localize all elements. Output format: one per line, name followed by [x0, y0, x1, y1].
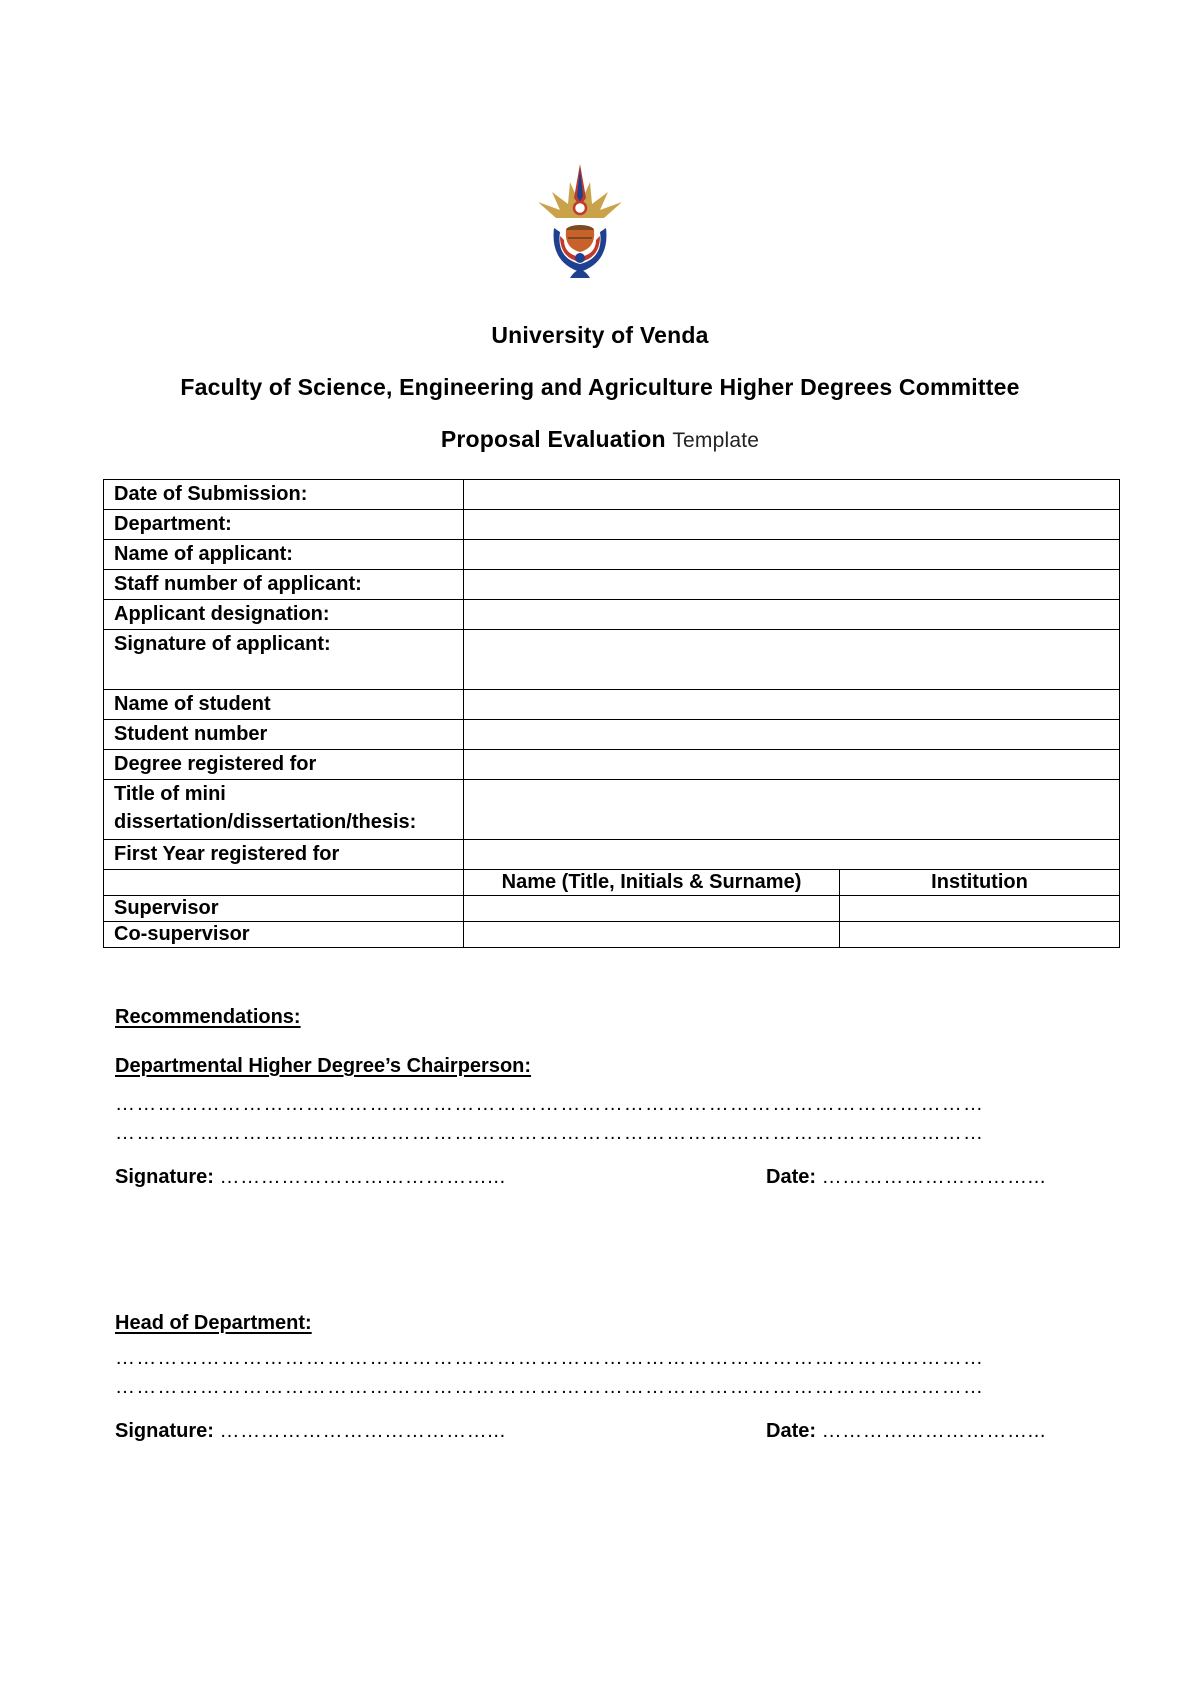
university-name: University of Venda — [491, 322, 709, 348]
co-supervisor-institution-field[interactable] — [840, 922, 1120, 948]
hod-signature — [115, 1420, 506, 1443]
chairperson-signature — [115, 1166, 506, 1189]
field-label: Date of Submission: — [104, 480, 464, 510]
signature-label: Signature: — [115, 1166, 214, 1188]
thesis-title-field[interactable] — [464, 780, 1120, 840]
document-title — [0, 426, 1200, 453]
table-row — [104, 540, 1120, 570]
table-row — [104, 570, 1120, 600]
chairperson-signature-field[interactable]: …………………………………... — [219, 1166, 506, 1188]
table-row — [104, 896, 1120, 922]
field-label: Supervisor — [104, 896, 464, 922]
recommendations-heading: Recommendations: — [115, 1006, 301, 1028]
hod-comment-line-1[interactable]: …………………………………………………………………………………………………………… — [115, 1348, 985, 1368]
signature-label: Signature: — [115, 1420, 214, 1442]
chairperson-date — [766, 1166, 1046, 1189]
student-number-field[interactable] — [464, 720, 1120, 750]
table-row — [104, 480, 1120, 510]
name-column-header: Name (Title, Initials & Surname) — [464, 870, 840, 896]
date-of-submission-field[interactable] — [464, 480, 1120, 510]
supervision-header-row — [104, 870, 1120, 896]
field-label: Degree registered for — [104, 750, 464, 780]
applicant-details-table — [103, 479, 1120, 948]
date-label: Date: — [766, 1420, 817, 1442]
applicant-signature-field[interactable] — [464, 630, 1120, 690]
field-label: Co-supervisor — [104, 922, 464, 948]
document-title-bold: Proposal Evaluation — [440, 426, 666, 452]
field-label: Name of student — [104, 690, 464, 720]
faculty-name: Faculty of Science, Engineering and Agriculture Higher Degrees Committee — [180, 374, 1020, 400]
field-label: Signature of applicant: — [104, 630, 464, 690]
table-row — [104, 780, 1120, 840]
empty-header-cell — [104, 870, 464, 896]
chairperson-comment-line-2[interactable]: …………………………………………………………………………………………………………… — [115, 1123, 985, 1143]
student-name-field[interactable] — [464, 690, 1120, 720]
hod-heading: Head of Department: — [115, 1312, 312, 1334]
date-label: Date: — [766, 1166, 817, 1188]
chairperson-date-field[interactable]: …………………………... — [821, 1166, 1047, 1188]
field-label: Name of applicant: — [104, 540, 464, 570]
supervisor-institution-field[interactable] — [840, 896, 1120, 922]
staff-number-field[interactable] — [464, 570, 1120, 600]
chairperson-comment-line-1[interactable]: …………………………………………………………………………………………………………… — [115, 1094, 985, 1114]
field-label: First Year registered for — [104, 840, 464, 870]
table-row — [104, 600, 1120, 630]
degree-field[interactable] — [464, 750, 1120, 780]
field-label: Department: — [104, 510, 464, 540]
field-label: Staff number of applicant: — [104, 570, 464, 600]
chairperson-heading: Departmental Higher Degree’s Chairperson: — [115, 1055, 532, 1077]
table-row — [104, 922, 1120, 948]
field-label: Applicant designation: — [104, 600, 464, 630]
hod-date — [766, 1420, 1046, 1443]
table-row — [104, 690, 1120, 720]
applicant-name-field[interactable] — [464, 540, 1120, 570]
document-title-template: Template — [672, 429, 760, 452]
table-row — [104, 630, 1120, 690]
supervisor-name-field[interactable] — [464, 896, 840, 922]
table-row — [104, 510, 1120, 540]
first-year-field[interactable] — [464, 840, 1120, 870]
hod-signature-field[interactable]: …………………………………... — [219, 1420, 506, 1442]
table-row — [104, 840, 1120, 870]
department-field[interactable] — [464, 510, 1120, 540]
institution-column-header: Institution — [840, 870, 1120, 896]
field-label: Student number — [104, 720, 464, 750]
hod-date-field[interactable]: …………………………... — [821, 1420, 1047, 1442]
field-label: Title of mini dissertation/dissertation/thesis: — [104, 780, 464, 840]
university-crest-icon — [530, 162, 630, 286]
hod-comment-line-2[interactable]: …………………………………………………………………………………………………………… — [115, 1377, 985, 1397]
co-supervisor-name-field[interactable] — [464, 922, 840, 948]
table-row — [104, 720, 1120, 750]
applicant-designation-field[interactable] — [464, 600, 1120, 630]
table-row — [104, 750, 1120, 780]
